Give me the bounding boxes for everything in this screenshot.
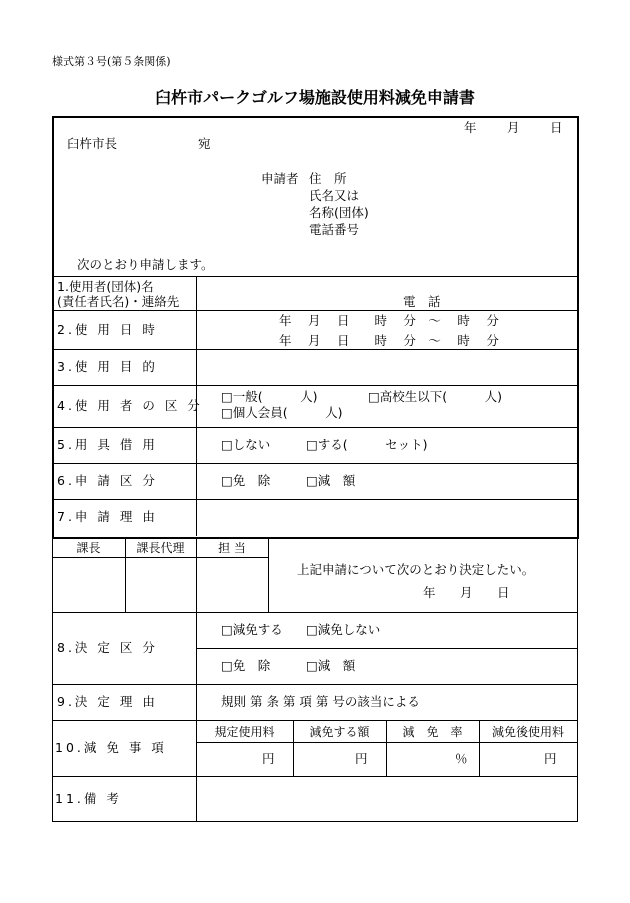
row1-label-line2: (責任者氏名)・連絡先 <box>57 294 180 309</box>
row7-label: 7.申 請 理 由 <box>57 509 158 524</box>
row1-phone-label: 電 話 <box>403 294 441 309</box>
addressee: 臼杵市長 <box>67 136 118 151</box>
row11-label: 11.備 考 <box>55 791 122 806</box>
decision-date-day: 日 <box>497 585 510 600</box>
row10-col-reduction-rate: 減 免 率 <box>402 725 463 739</box>
row4-highschool-checkbox[interactable]: □高校生以下( 人) <box>368 389 503 404</box>
decision-date-month: 月 <box>460 585 473 600</box>
decision-statement: 上記申請について次のとおり決定したい。 <box>297 562 535 577</box>
row10-col-after-fee: 減免後使用料 <box>491 725 564 739</box>
row6-reduce-checkbox[interactable]: □減 額 <box>306 473 356 488</box>
approval-chief-header: 課長 <box>76 541 101 555</box>
row8-label: 8.決 定 区 分 <box>57 640 158 655</box>
approval-staff-header: 担 当 <box>218 541 246 555</box>
row10-unit-yen-1: 円 <box>262 751 275 766</box>
row8-reduce-checkbox[interactable]: □減 額 <box>306 658 356 673</box>
row4-member-checkbox[interactable]: □個人会員( 人) <box>221 405 343 420</box>
phone-label: 電話番号 <box>309 222 360 237</box>
date-year: 年 <box>464 120 477 135</box>
row10-unit-yen-4: 円 <box>544 751 557 766</box>
row8-reduce-no-checkbox[interactable]: □減免しない <box>306 622 381 637</box>
form-number-label: 様式第３号(第５条関係) <box>52 55 171 68</box>
row9-rule-text: 規則 第 条 第 項 第 号の該当による <box>221 694 420 709</box>
applicant-label: 申請者 <box>261 171 299 186</box>
approval-deputy-header: 課長代理 <box>136 541 185 555</box>
row1-label-line1: 1.使用者(団体)名 <box>57 279 154 294</box>
row6-exempt-checkbox[interactable]: □免 除 <box>221 473 271 488</box>
row5-yes-checkbox[interactable]: □する( セット) <box>306 437 428 452</box>
date-month: 月 <box>507 120 520 135</box>
row2-datetime-line2: 年 月 日 時 分 ～ 時 分 <box>279 333 499 348</box>
address-label: 住 所 <box>309 171 347 186</box>
row3-label: 3.使 用 目 的 <box>57 359 158 374</box>
row8-exempt-checkbox[interactable]: □免 除 <box>221 658 271 673</box>
row8-reduce-yes-checkbox[interactable]: □減免する <box>221 622 283 637</box>
row4-general-checkbox[interactable]: □一般( 人) <box>221 389 318 404</box>
row6-label: 6.申 請 区 分 <box>57 473 158 488</box>
decision-date-year: 年 <box>423 585 436 600</box>
row4-label: 4.使 用 者 の 区 分 <box>57 398 203 413</box>
addressee-suffix: 宛 <box>198 136 211 151</box>
org-label: 名称(団体) <box>309 205 369 220</box>
row10-label: 10.減 免 事 項 <box>55 740 167 755</box>
row2-label: 2.使 用 日 時 <box>57 322 158 337</box>
date-day: 日 <box>550 120 563 135</box>
row10-unit-yen-2: 円 <box>355 751 368 766</box>
row5-no-checkbox[interactable]: □しない <box>221 437 271 452</box>
page-title: 臼杵市パークゴルフ場施設使用料減免申請書 <box>155 88 475 107</box>
name-label: 氏名又は <box>309 188 360 203</box>
row2-datetime-line1: 年 月 日 時 分 ～ 時 分 <box>279 313 499 328</box>
intro-text: 次のとおり申請します。 <box>77 257 214 272</box>
row10-col-reduction-amount: 減免する額 <box>309 725 370 739</box>
row10-unit-percent: ％ <box>455 751 468 766</box>
row10-col-base-fee: 規定使用料 <box>214 725 275 739</box>
row9-label: 9.決 定 理 由 <box>57 694 158 709</box>
row5-label: 5.用 具 借 用 <box>57 437 158 452</box>
